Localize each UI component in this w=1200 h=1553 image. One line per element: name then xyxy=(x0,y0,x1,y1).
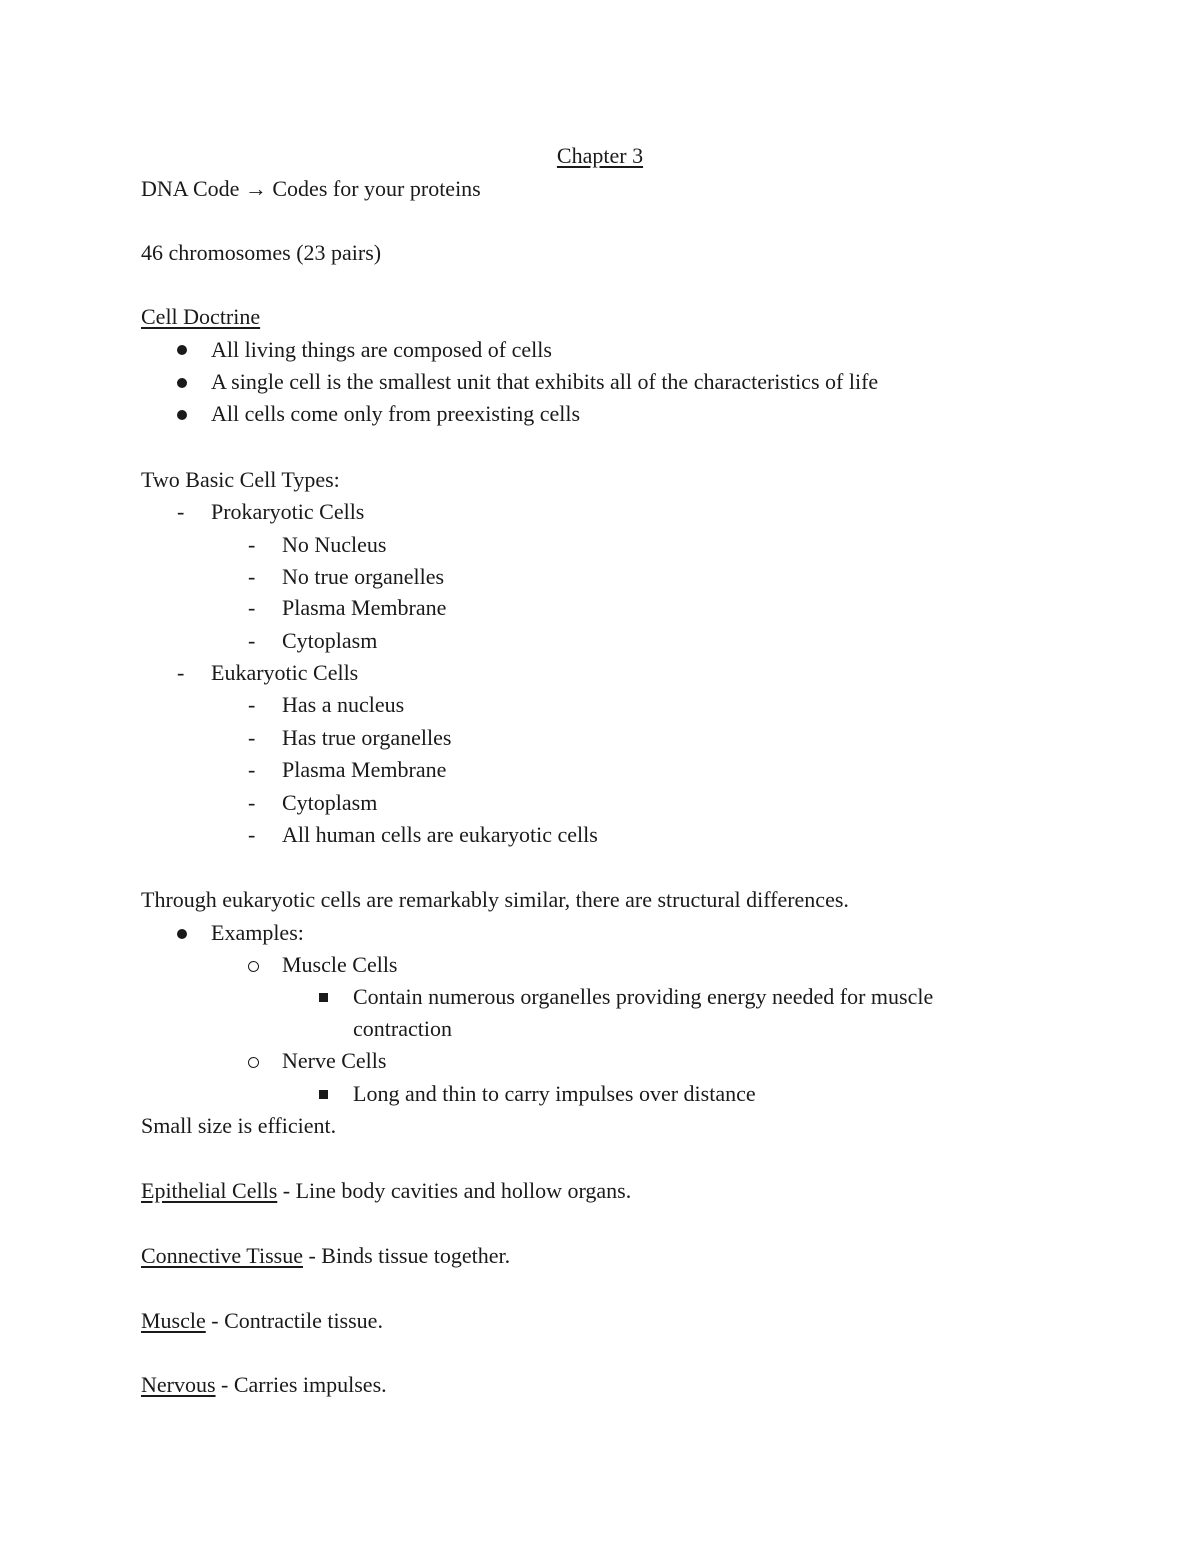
bullet-icon xyxy=(177,378,187,388)
dash-marker: - xyxy=(248,757,256,782)
bullet-icon xyxy=(177,345,187,355)
differences-sentence: Through eukaryotic cells are remarkably similar, there are structural differences. xyxy=(141,887,849,912)
dash-marker: - xyxy=(177,499,185,524)
tissue-definition xyxy=(141,1177,631,1205)
dash-marker: - xyxy=(248,822,256,847)
square-bullet-icon xyxy=(319,1090,328,1099)
dash-marker: - xyxy=(248,790,256,815)
dash-marker: - xyxy=(248,532,256,557)
eukaryotic-item: Has true organelles xyxy=(282,725,452,750)
small-size-line: Small size is efficient. xyxy=(141,1113,337,1138)
eukaryotic-item: All human cells are eukaryotic cells xyxy=(282,822,598,847)
dash-marker: - xyxy=(248,595,256,620)
tissue-term: Nervous xyxy=(141,1372,216,1397)
page-title xyxy=(0,142,1200,170)
prokaryotic-item: Cytoplasm xyxy=(282,628,378,653)
dash-marker: - xyxy=(248,692,256,717)
eukaryotic-item: Cytoplasm xyxy=(282,790,378,815)
tissue-definition xyxy=(141,1307,383,1335)
tissue-term: Connective Tissue xyxy=(141,1243,303,1268)
chapter-title: Chapter 3 xyxy=(556,143,644,168)
bullet-icon xyxy=(177,929,187,939)
muscle-cells-label: Muscle Cells xyxy=(282,952,398,977)
tissue-term: Epithelial Cells xyxy=(141,1178,278,1203)
doctrine-item: A single cell is the smallest unit that exhibits all of the characteristics of life xyxy=(211,369,879,394)
prokaryotic-item: No true organelles xyxy=(282,564,445,589)
dash-marker: - xyxy=(248,628,256,653)
nerve-cells-label: Nerve Cells xyxy=(282,1048,387,1073)
examples-label: Examples: xyxy=(211,920,304,945)
square-bullet-icon xyxy=(319,993,328,1002)
tissue-description: - Line body cavities and hollow organs. xyxy=(277,1178,632,1203)
prokaryotic-label: Prokaryotic Cells xyxy=(211,499,365,524)
bullet-icon xyxy=(177,410,187,420)
doctrine-item: All living things are composed of cells xyxy=(211,337,552,362)
tissue-description: - Carries impulses. xyxy=(215,1372,387,1397)
dna-code-line: DNA Code → Codes for your proteins xyxy=(141,176,481,201)
eukaryotic-item: Plasma Membrane xyxy=(282,757,447,782)
hollow-bullet-icon xyxy=(248,1057,259,1068)
cell-types-heading: Two Basic Cell Types: xyxy=(141,467,340,492)
prokaryotic-item: No Nucleus xyxy=(282,532,387,557)
tissue-description: - Contractile tissue. xyxy=(205,1308,383,1333)
cell-doctrine-heading: Cell Doctrine xyxy=(141,304,261,329)
nerve-cells-detail: Long and thin to carry impulses over distance xyxy=(353,1081,756,1106)
hollow-bullet-icon xyxy=(248,961,259,972)
prokaryotic-item: Plasma Membrane xyxy=(282,595,447,620)
tissue-definition xyxy=(141,1242,510,1270)
tissue-term: Muscle xyxy=(141,1308,206,1333)
muscle-cells-detail: Contain numerous organelles providing energy needed for muscle xyxy=(353,984,934,1009)
tissue-definition xyxy=(141,1371,387,1399)
dash-marker: - xyxy=(248,725,256,750)
eukaryotic-item: Has a nucleus xyxy=(282,692,405,717)
dash-marker: - xyxy=(177,660,185,685)
eukaryotic-label: Eukaryotic Cells xyxy=(211,660,359,685)
doctrine-item: All cells come only from preexisting cells xyxy=(211,401,581,426)
chromosomes-line: 46 chromosomes (23 pairs) xyxy=(141,240,382,265)
tissue-description: - Binds tissue together. xyxy=(302,1243,511,1268)
muscle-cells-detail-continued: contraction xyxy=(353,1016,452,1041)
dash-marker: - xyxy=(248,564,256,589)
